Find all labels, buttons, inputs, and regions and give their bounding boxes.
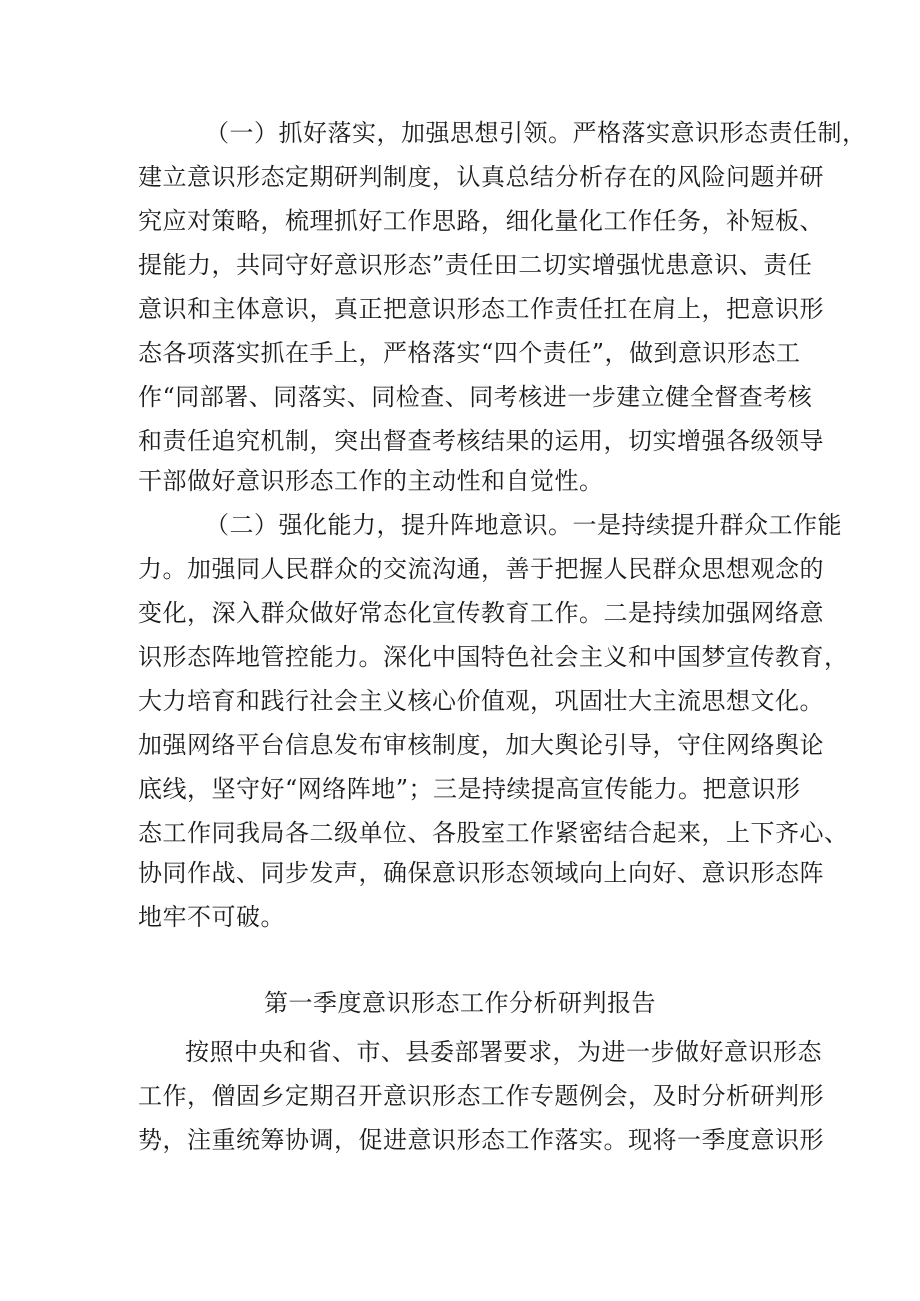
section-one-line-5: 意识和主体意识，真正把意识形态工作责任扛在肩上，把意识形: [138, 295, 824, 323]
section-two-line-6: 加强网络平台信息发布审核制度，加大舆论引导，守住网络舆论: [138, 731, 824, 759]
section-two-line-5: 大力培育和践行社会主义核心价值观，巩固壮大主流思想文化。: [138, 687, 824, 715]
report-line-2: 工作，僧固乡定期召开意识形态工作专题例会，及时分析研判形: [138, 1082, 824, 1110]
section-one-line-6: 态各项落实抓在手上，严格落实“四个责任”，做到意识形态工: [138, 339, 801, 367]
section-one-line-1: （一）抓好落实，加强思想引领。严格落实意识形态责任制，: [205, 119, 867, 147]
section-one-line-3: 究应对策略，梳理抓好工作思路，细化量化工作任务，补短板、: [138, 207, 824, 235]
section-two-line-10: 地牢不可破。: [138, 903, 285, 931]
report-line-1: 按照中央和省、市、县委部署要求，为进一步做好意识形态: [185, 1038, 822, 1066]
section-one-line-7: 作“同部署、同落实、同检查、同考核进一步建立健全督查考核: [138, 383, 813, 411]
report-title: 第一季度意识形态工作分析研判报告: [264, 989, 656, 1017]
section-two-line-1: （二）强化能力，提升阵地意识。一是持续提升群众工作能: [205, 511, 842, 539]
section-one-line-8: 和责任追究机制，突出督查考核结果的运用，切实增强各级领导: [138, 427, 824, 455]
section-two-line-8: 态工作同我局各二级单位、各股室工作紧密结合起来，上下齐心、: [138, 819, 849, 847]
section-one-line-4: 提能力，共同守好意识形态”责任田二切实增强忧患意识、责任: [138, 251, 813, 279]
section-one-line-9: 干部做好意识形态工作的主动性和自觉性。: [138, 467, 604, 495]
section-two-line-9: 协同作战、同步发声，确保意识形态领域向上向好、意识形态阵: [138, 859, 824, 887]
section-two-line-7: 底线，坚守好“网络阵地”；三是持续提高宣传能力。把意识形: [138, 775, 801, 803]
section-two-line-2: 力。加强同人民群众的交流沟通，善于把握人民群众思想观念的: [138, 555, 824, 583]
section-two-line-3: 变化，深入群众做好常态化宣传教育工作。二是持续加强网络意: [138, 599, 824, 627]
report-line-3: 势，注重统筹协调，促进意识形态工作落实。现将一季度意识形: [138, 1126, 824, 1154]
section-one-line-2: 建立意识形态定期研判制度，认真总结分析存在的风险问题并研: [138, 163, 824, 191]
section-two-line-4: 识形态阵地管控能力。深化中国特色社会主义和中国梦宣传教育，: [138, 643, 849, 671]
